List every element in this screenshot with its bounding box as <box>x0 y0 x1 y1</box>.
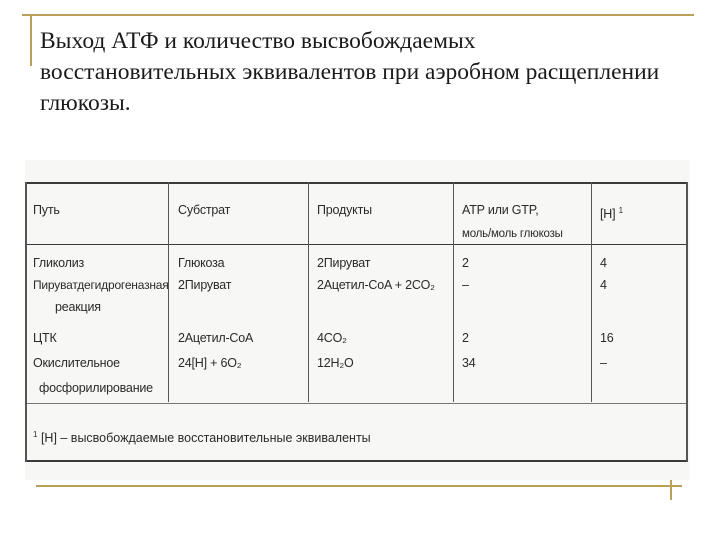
table-right-border <box>686 182 688 462</box>
row3-atp: 2 <box>462 331 469 345</box>
row2-atp: – <box>462 278 469 292</box>
col-divider-2 <box>308 182 309 402</box>
header-atp-line1: ATP или GTP, <box>462 203 539 217</box>
header-h: [H] $^1$ <box>600 206 623 222</box>
row4-atp: 34 <box>462 356 476 370</box>
row1-substrate: Глюкоза <box>178 256 225 270</box>
row3-h: 16 <box>600 331 614 345</box>
slide-title: Выход АТФ и количество высвобождаемых восстановительных эквивалентов при аэробном расщеплении глюкозы. <box>40 28 660 116</box>
table-footnote: $^1$ [H] – высвобождаемые восстановительные эквиваленты <box>33 430 371 446</box>
header-substrate: Субстрат <box>178 203 231 217</box>
table-left-border <box>25 182 27 462</box>
header-atp-line2: моль/моль глюкозы <box>462 228 563 240</box>
col-divider-3 <box>453 182 454 402</box>
col-divider-4 <box>591 182 592 402</box>
header-path: Путь <box>33 203 60 217</box>
row1-path: Гликолиз <box>33 256 85 270</box>
row4-path-line2: фосфорилирование <box>39 381 153 395</box>
row4-substrate: 24[H] + 6O₂ <box>178 356 242 370</box>
row3-path: ЦТК <box>33 331 57 345</box>
frame-bottom-line <box>36 485 682 487</box>
table-footer-rule <box>25 460 688 462</box>
row1-products: 2Пируват <box>317 256 371 270</box>
table-header-rule <box>25 244 688 245</box>
row1-h: 4 <box>600 256 607 270</box>
scanned-table-image <box>25 160 690 480</box>
row3-products: 4CO₂ <box>317 331 347 345</box>
frame-left-line <box>30 14 32 66</box>
row1-atp: 2 <box>462 256 469 270</box>
frame-top-line <box>22 14 694 16</box>
row2-h: 4 <box>600 278 607 292</box>
row3-substrate: 2Ацетил-CoA <box>178 331 254 345</box>
row2-substrate: 2Пируват <box>178 278 232 292</box>
row2-path-line2: реакция <box>55 300 101 314</box>
row4-h: – <box>600 356 607 370</box>
table-bottom-rule <box>25 403 688 404</box>
row4-products: 12H₂O <box>317 356 354 370</box>
table-top-rule <box>25 182 688 184</box>
row2-products: 2Ацетил-CoA + 2CO₂ <box>317 278 435 292</box>
row2-path: Пируватдегидрогеназная <box>33 278 169 292</box>
row4-path: Окислительное <box>33 356 120 370</box>
header-products: Продукты <box>317 203 372 217</box>
